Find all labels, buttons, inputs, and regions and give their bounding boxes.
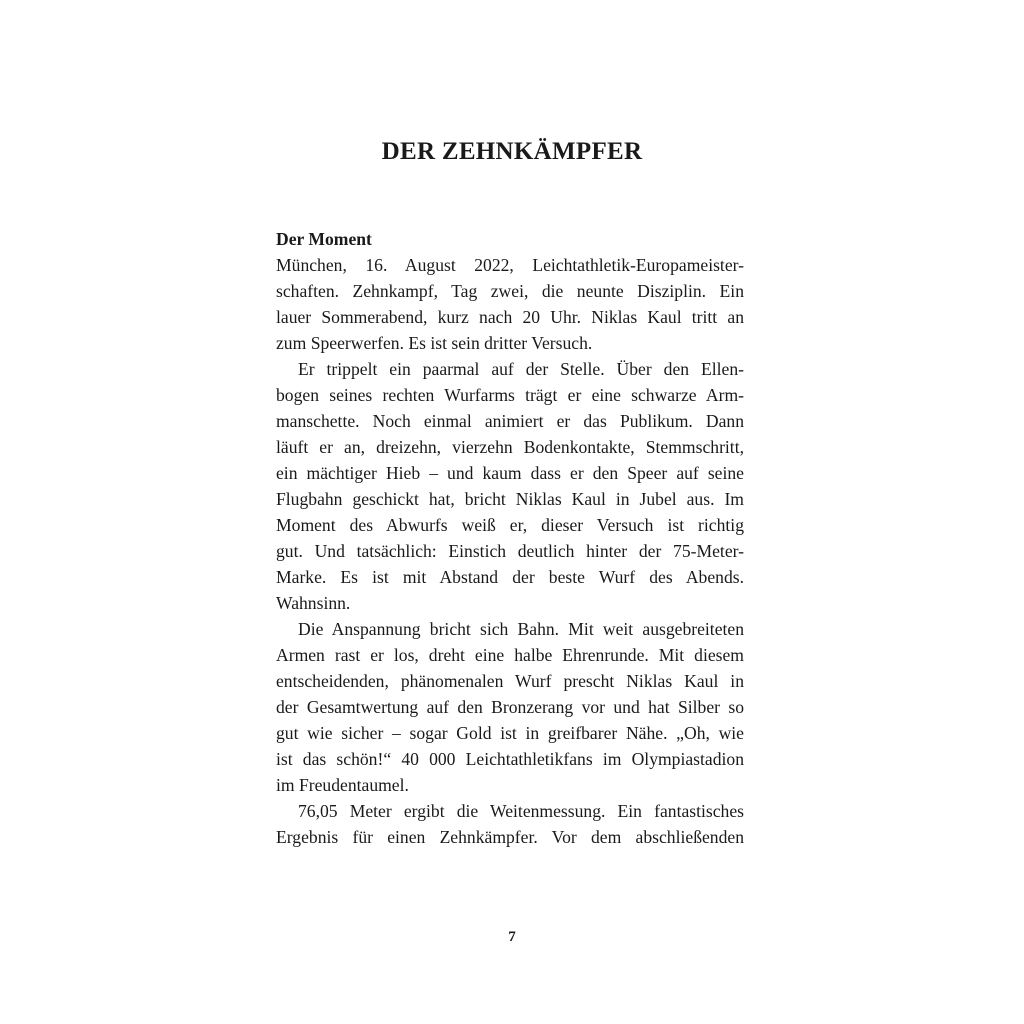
text-line: Ergebnis für einen Zehnkämpfer. Vor dem abschließenden — [276, 827, 744, 847]
text-line: schaften. Zehnkampf, Tag zwei, die neunte Disziplin. Ein — [276, 281, 744, 301]
text-line: manschette. Noch einmal animiert er das Publikum. Dann — [276, 411, 744, 431]
text-line: bogen seines rechten Wurfarms trägt er eine schwarze Arm- — [276, 385, 744, 405]
text-line: Wahnsinn. — [276, 593, 351, 613]
text-line: ist das schön!“ 40 000 Leichtathletikfans im Olympiastadion — [276, 749, 744, 769]
text-line: lauer Sommerabend, kurz nach 20 Uhr. Niklas Kaul tritt an — [276, 307, 744, 327]
body-text — [276, 226, 744, 850]
paragraph-4 — [276, 798, 744, 850]
section-heading: Der Moment — [276, 229, 372, 249]
text-line: Moment des Abwurfs weiß er, dieser Versuch ist richtig — [276, 515, 744, 535]
page-number: 7 — [508, 929, 516, 945]
paragraph-3 — [276, 616, 744, 798]
paragraph-1 — [276, 252, 744, 356]
text-line: entscheidenden, phänomenalen Wurf prescht Niklas Kaul in — [276, 671, 744, 691]
text-line: läuft er an, dreizehn, vierzehn Bodenkontakte, Stemmschritt, — [276, 437, 744, 457]
paragraph-2 — [276, 356, 744, 616]
text-line: Marke. Es ist mit Abstand der beste Wurf des Abends. — [276, 567, 744, 587]
chapter-title: DER ZEHNKÄMPFER — [381, 138, 643, 165]
text-line: München, 16. August 2022, Leichtathletik-Europameister- — [276, 255, 744, 275]
text-line: Er trippelt ein paarmal auf der Stelle. Über den Ellen- — [298, 359, 744, 379]
text-line: der Gesamtwertung auf den Bronzerang vor und hat Silber so — [276, 697, 744, 717]
text-line: Flugbahn geschickt hat, bricht Niklas Kaul in Jubel aus. Im — [276, 489, 744, 509]
text-line: zum Speerwerfen. Es ist sein dritter Versuch. — [276, 333, 593, 353]
text-line: gut. Und tatsächlich: Einstich deutlich hinter der 75-Meter- — [276, 541, 744, 561]
text-line: 76,05 Meter ergibt die Weitenmessung. Ein fantastisches — [298, 801, 744, 821]
text-line: Armen rast er los, dreht eine halbe Ehrenrunde. Mit diesem — [276, 645, 744, 665]
text-line: Die Anspannung bricht sich Bahn. Mit weit ausgebreiteten — [298, 619, 744, 639]
text-line: gut wie sicher – sogar Gold ist in greifbarer Nähe. „Oh, wie — [276, 723, 744, 743]
text-line: im Freudentaumel. — [276, 775, 409, 795]
text-line: ein mächtiger Hieb – und kaum dass er den Speer auf seine — [276, 463, 744, 483]
